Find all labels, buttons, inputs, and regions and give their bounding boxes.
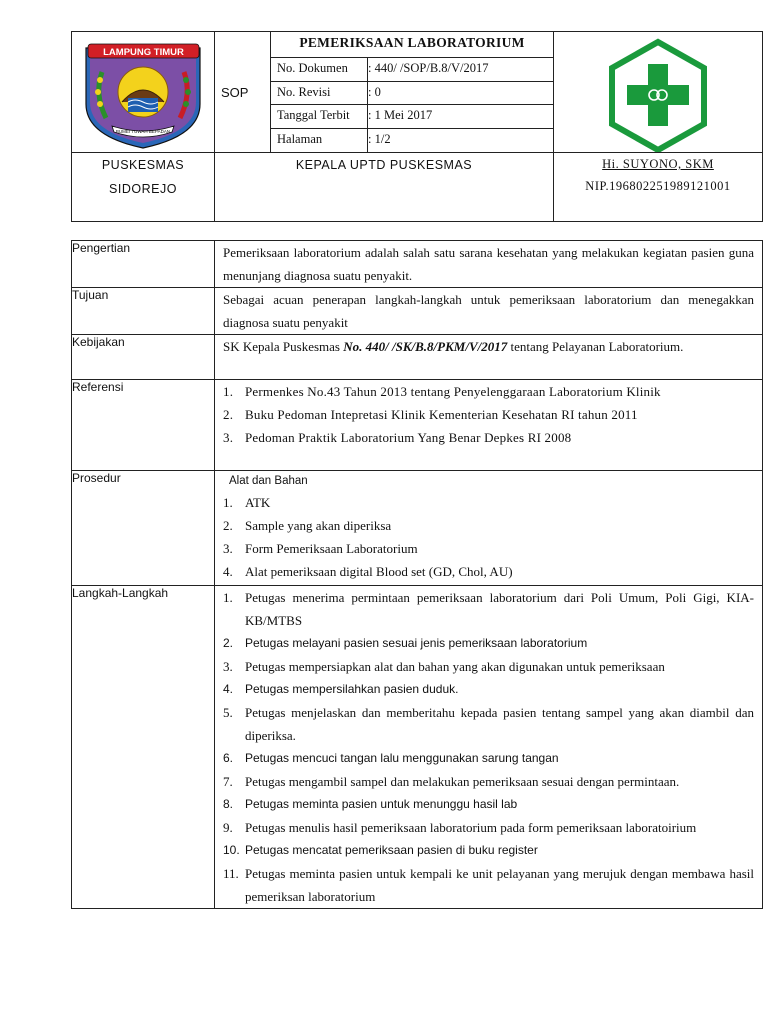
label-prosedur: Prosedur: [72, 471, 215, 586]
sop-label: SOP: [215, 32, 271, 153]
row-pengertian: [72, 241, 763, 288]
row-kebijakan: [72, 335, 763, 380]
meta-key: Tanggal Terbit: [271, 105, 368, 129]
list-item: 1. Petugas menerima permintaan pemeriksaan laboratorium dari Poli Umum, Poli Gigi, KIA-KB/MTBS: [223, 590, 754, 628]
list-item: 3. Pedoman Praktik Laboratorium Yang Benar Depkes RI 2008: [223, 430, 572, 445]
row-prosedur: [72, 471, 763, 586]
document-title: PEMERIKSAAN LABORATORIUM: [271, 32, 554, 58]
list-item: 11. Petugas meminta pasien untuk kempali ke unit pelayanan yang merujuk dengan membawa hasil pemeriksan laboratorium: [223, 866, 754, 904]
meta-value: : 1/2: [368, 129, 554, 153]
logo-banner-text: LAMPUNG TIMUR: [103, 47, 184, 58]
regency-logo-cell: [72, 32, 215, 153]
list-item: 3. Form Pemeriksaan Laboratorium: [223, 541, 418, 556]
pengertian-text: Pemeriksaan laboratorium adalah salah satu sarana kesehatan yang melakukan kegiatan pasien guna menunjang diagnosa suatu penyakit.: [223, 245, 754, 283]
signer-name: Hi. SUYONO, SKM: [602, 157, 714, 171]
sop-content-table: [71, 240, 763, 909]
lampung-timur-logo-icon: [72, 32, 215, 152]
puskesmas-logo-cell: [554, 32, 763, 153]
list-item: 4. Alat pemeriksaan digital Blood set (GD, Chol, AU): [223, 564, 513, 579]
unit-name-cell: [72, 153, 215, 222]
unit-name-line1: PUSKESMAS: [101, 158, 185, 172]
head-title-cell: [215, 153, 554, 222]
signer-cell: [554, 153, 763, 222]
label-pengertian: Pengertian: [72, 241, 215, 288]
referensi-list: [215, 380, 762, 449]
prosedur-subheading: Alat dan Bahan: [229, 475, 308, 487]
label-kebijakan: Kebijakan: [72, 335, 215, 380]
label-tujuan: Tujuan: [72, 288, 215, 335]
puskesmas-cross-logo-icon: [554, 32, 763, 152]
kebijakan-text: [215, 335, 762, 358]
prosedur-list: [215, 491, 762, 583]
list-item: 4. Petugas mempersilahkan pasien duduk.: [223, 682, 459, 696]
head-title: KEPALA UPTD PUSKESMAS: [295, 158, 473, 172]
list-item: 8. Petugas meminta pasien untuk menunggu hasil lab: [223, 797, 518, 811]
kebijakan-sk-number: No. 440/ /SK/B.8/PKM/V/2017: [343, 339, 508, 354]
kebijakan-pre: SK Kepala Puskesmas: [223, 339, 344, 354]
list-item: 10. Petugas mencatat pemeriksaan pasien di buku register: [223, 843, 538, 857]
unit-name-line2: SIDOREJO: [109, 182, 177, 196]
list-item: 6. Petugas mencuci tangan lalu menggunakan sarung tangan: [223, 751, 559, 765]
signer-nip: NIP.196802251989121001: [585, 179, 731, 193]
meta-key: No. Dokumen: [271, 58, 368, 82]
label-referensi: Referensi: [72, 380, 215, 471]
tujuan-text: Sebagai acuan penerapan langkah-langkah untuk pemeriksaan laboratorium dan menegakkan diagnosa suatu penyakit: [223, 292, 754, 330]
list-item: 2. Buku Pedoman Intepretasi Klinik Kementerian Kesehatan RI tahun 2011: [223, 407, 638, 422]
meta-value: : 1 Mei 2017: [368, 105, 554, 129]
list-item: 7. Petugas mengambil sampel dan melakukan pemeriksaan sesuai dengan permintaan.: [223, 774, 680, 789]
list-item: 2. Sample yang akan diperiksa: [223, 518, 392, 533]
row-referensi: [72, 380, 763, 471]
logo-motto-text: BUMEI TUWAH BEPADAN: [115, 129, 171, 134]
list-item: 2. Petugas melayani pasien sesuai jenis pemeriksaan laboratorium: [223, 636, 588, 650]
meta-key: Halaman: [271, 129, 368, 153]
list-item: 1. Permenkes No.43 Tahun 2013 tentang Penyelenggaraan Laboratorium Klinik: [223, 384, 661, 399]
meta-value: : 440/ /SOP/B.8/V/2017: [368, 58, 554, 82]
meta-key: No. Revisi: [271, 81, 368, 105]
row-langkah: [72, 586, 763, 909]
list-item: 1. ATK: [223, 495, 271, 510]
kebijakan-post: tentang Pelayanan Laboratorium.: [507, 339, 684, 354]
list-item: 5. Petugas menjelaskan dan memberitahu kepada pasien tentang sampel yang akan diambil dan diperiksa.: [223, 705, 754, 743]
row-tujuan: [72, 288, 763, 335]
list-item: 3. Petugas mempersiapkan alat dan bahan yang akan digunakan untuk pemeriksaan: [223, 659, 665, 674]
langkah-list: [215, 586, 762, 908]
header-table: [71, 31, 763, 222]
list-item: 9. Petugas menulis hasil pemeriksaan laboratorium pada form pemeriksaan laboratoirium: [223, 820, 697, 835]
meta-value: : 0: [368, 81, 554, 105]
label-langkah: Langkah-Langkah: [72, 586, 215, 909]
